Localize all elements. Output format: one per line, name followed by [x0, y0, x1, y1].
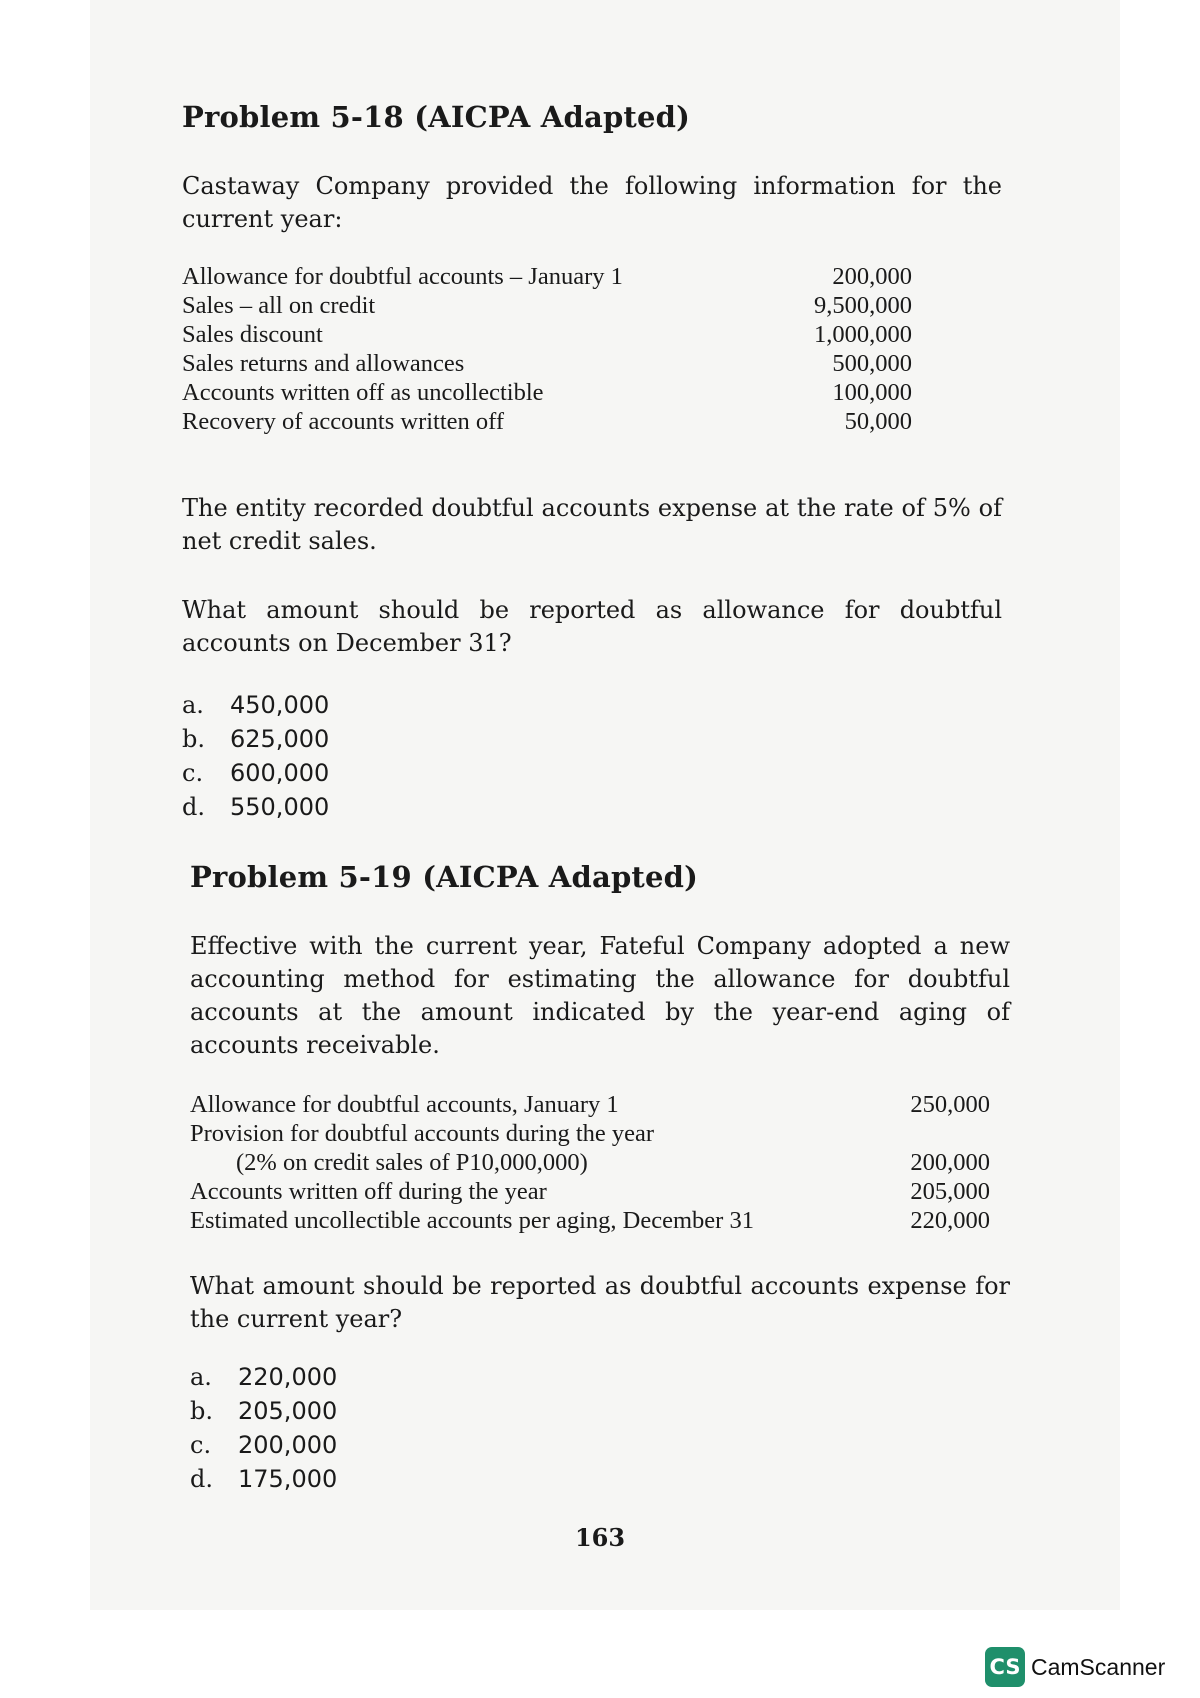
problem-18-data-table [182, 262, 912, 436]
choice-c: c. 200,000 [190, 1431, 338, 1459]
table-row: Allowance for doubtful accounts, January 1 250,000 [190, 1091, 990, 1118]
problem-19-question: What amount should be reported as doubtful accounts expense for the current year? [190, 1272, 1010, 1333]
problem-19-intro: Effective with the current year, Fateful Company adopted a new accounting method for estimating the allowance for doubtful accounts at the amount indicated by the year-end aging of accounts receivable. [190, 932, 1010, 1059]
table-row: Accounts written off during the year 205,000 [190, 1178, 990, 1205]
camscanner-name: CamScanner [1031, 1653, 1166, 1680]
choice-c: c. 600,000 [182, 759, 330, 787]
choice-d: d. 550,000 [182, 793, 330, 821]
table-row: Allowance for doubtful accounts – January 1 200,000 [182, 263, 912, 290]
problem-18-note: The entity recorded doubtful accounts expense at the rate of 5% of net credit sales. [182, 494, 1002, 555]
table-row: Sales discount 1,000,000 [182, 321, 912, 348]
page-number: 163 [574, 1523, 626, 1552]
table-row: Provision for doubtful accounts during the year [190, 1120, 655, 1147]
choice-d: d. 175,000 [190, 1465, 338, 1493]
problem-19-title: Problem 5-19 (AICPA Adapted) [190, 860, 699, 894]
problem-19-data-table [190, 1090, 990, 1235]
choice-a: a. 450,000 [182, 691, 330, 719]
table-row: Sales – all on credit 9,500,000 [182, 292, 912, 319]
choice-b: b. 625,000 [182, 725, 330, 753]
problem-18-choices [182, 688, 1002, 824]
table-row: Accounts written off as uncollectible 100,000 [182, 379, 912, 406]
problem-19-choices [190, 1360, 1010, 1496]
camscanner-watermark [985, 1647, 1165, 1687]
problem-18-intro: Castaway Company provided the following information for the current year: [182, 172, 1002, 233]
table-row: Sales returns and allowances 500,000 [182, 350, 912, 377]
choice-b: b. 205,000 [190, 1397, 338, 1425]
table-row: (2% on credit sales of P10,000,000) 200,000 [236, 1149, 990, 1176]
table-row: Estimated uncollectible accounts per aging, December 31 220,000 [190, 1207, 990, 1234]
problem-18-question: What amount should be reported as allowance for doubtful accounts on December 31? [182, 596, 1002, 657]
choice-a: a. 220,000 [190, 1363, 338, 1391]
problem-18-title: Problem 5-18 (AICPA Adapted) [182, 100, 691, 134]
camscanner-logo-icon: CS [985, 1647, 1025, 1687]
table-row: Recovery of accounts written off 50,000 [182, 408, 912, 435]
